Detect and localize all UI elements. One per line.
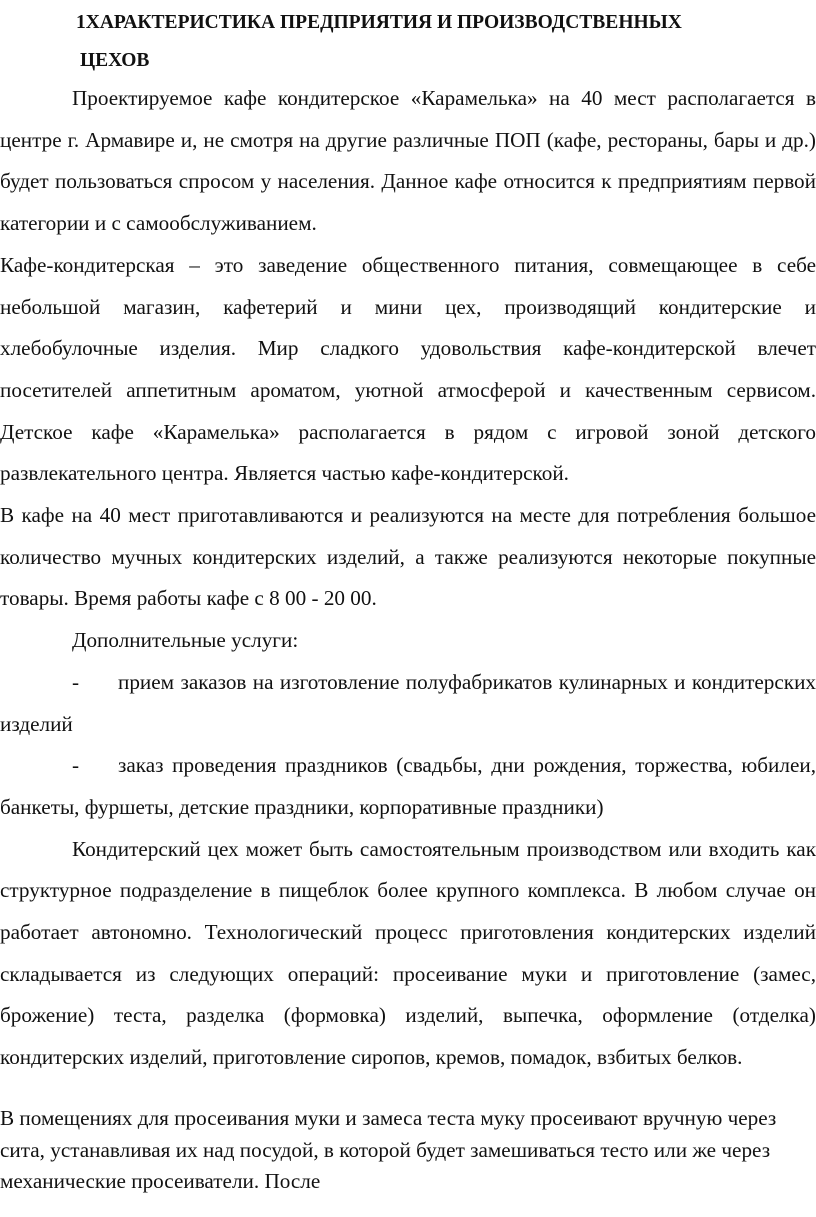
section-heading xyxy=(76,4,816,80)
paragraph-cafe-definition: Кафе-кондитерская – это заведение общественного питания, совмещающее в себе небольшой магазин, кафетерий и мини цех, производящий кондитерские и хлебобулочные изделия. Мир сладкого удовольствия кафе-кондитерской влечет посетителей аппетитным ароматом, уютной атмосферой и качественным сервисом. Детское кафе «Карамелька» располагается в рядом с игровой зоной детского развлекательного центра. Является частью кафе-кондитерской. xyxy=(0,252,816,486)
bullet-dash: - xyxy=(72,753,80,778)
heading-line-2: ЦЕХОВ xyxy=(80,50,150,71)
service-item-text: прием заказов на изготовление полуфабрикатов кулинарных и кондитерских изделий xyxy=(0,669,816,736)
paragraph-cafe-intro: Проектируемое кафе кондитерское «Карамелька» на 40 мест располагается в центре г. Армавире и, не смотря на другие различные ПОП (кафе, рестораны, бары и др.) будет пользоваться спросом у населения. Данное кафе относится к предприятиям первой категории и с самообслуживанием. xyxy=(0,86,816,236)
bullet-dash: - xyxy=(72,669,80,694)
service-item xyxy=(0,745,816,828)
service-item-text: заказ проведения праздников (свадьбы, дни рождения, торжества, юбилеи, банкеты, фуршеты, детские праздники, корпоративные праздники) xyxy=(0,753,816,819)
document-body xyxy=(0,78,816,1079)
paragraph-flour-sifting: В помещениях для просеивания муки и замеса теста муку просеивают вручную через сита, устанавливая их над посудой, в которой будет замешиваться тесто или же через механические просеиватели. После xyxy=(0,1106,777,1193)
heading-line-1: 1ХАРАКТЕРИСТИКА ПРЕДПРИЯТИЯ И ПРОИЗВОДСТВЕННЫХ xyxy=(76,12,682,33)
service-item xyxy=(0,662,816,745)
paragraph-confectionery-shop: Кондитерский цех может быть самостоятельным производством или входить как структурное подразделение в пищеблок более крупного комплекса. В любом случае он работает автономно. Технологический процесс приготовления кондитерских изделий складывается из следующих операций: просеивание муки и приготовление (замес, брожение) теста, разделка (формовка) изделий, выпечка, оформление (отделка) кондитерских изделий, приготовление сиропов, кремов, помадок, взбитых белков. xyxy=(0,836,816,1070)
paragraph-production: В кафе на 40 мест приготавливаются и реализуются на месте для потребления большое количество мучных кондитерских изделий, а также реализуются некоторые покупные товары. Время работы кафе с 8 00 - 20 00. xyxy=(0,503,816,611)
paragraph-services-heading: Дополнительные услуги: xyxy=(72,628,299,653)
